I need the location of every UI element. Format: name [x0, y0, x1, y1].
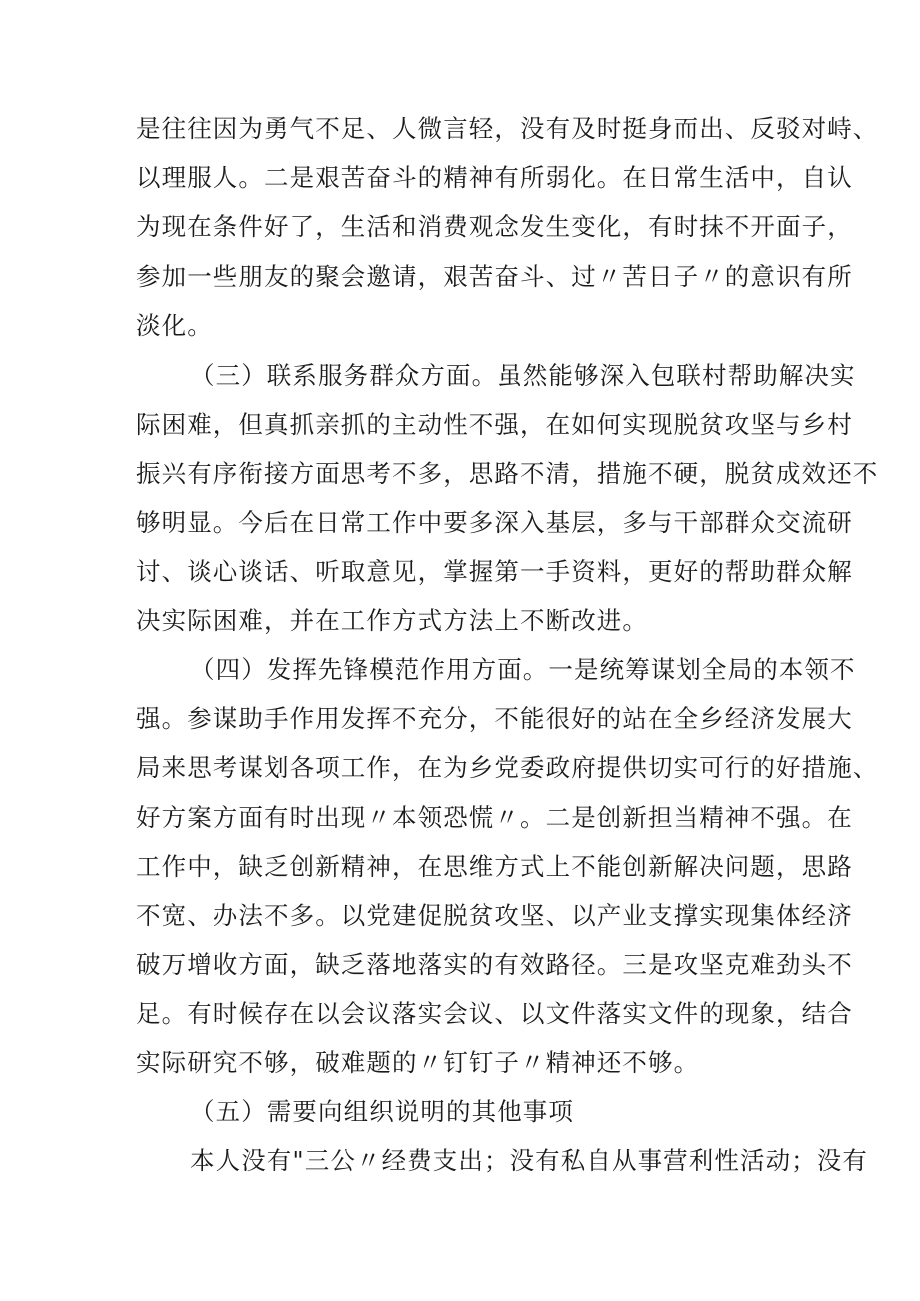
- text-line: 不宽、办法不多。以党建促脱贫攻坚、以产业支撑实现集体经济: [136, 901, 853, 930]
- text-line: 淡化。: [136, 311, 213, 340]
- text-line: 以理服人。二是艰苦奋斗的精神有所弱化。在日常生活中，自认: [136, 163, 853, 192]
- text-line: 局来思考谋划各项工作，在为乡党委政府提供切实可行的好措施、: [136, 753, 879, 782]
- section-heading-3: （三）联系服务群众方面。虽然能够深入包联村帮助解决实: [190, 361, 856, 390]
- text-line: 足。有时候存在以会议落实会议、以文件落实文件的现象，结合: [136, 999, 853, 1028]
- text-line: 破万增收方面，缺乏落地落实的有效路径。三是攻坚克难劲头不: [136, 950, 853, 979]
- text-line: 实际研究不够，破难题的〃钉钉子〃精神还不够。: [136, 1048, 700, 1077]
- section-heading-4: （四）发挥先锋模范作用方面。一是统筹谋划全局的本领不: [190, 655, 856, 684]
- text-line: 好方案方面有时出现〃本领恐慌〃。二是创新担当精神不强。在: [136, 803, 853, 832]
- text-line: 是往往因为勇气不足、人微言轻，没有及时挺身而出、反驳对峙、: [136, 114, 879, 143]
- text-line: 振兴有序衔接方面思考不多，思路不清，措施不硬，脱贫成效还不: [136, 459, 879, 488]
- text-line: 参加一些朋友的聚会邀请，艰苦奋斗、过〃苦日子〃的意识有所: [136, 262, 853, 291]
- text-line: 际困难，但真抓亲抓的主动性不强，在如何实现脱贫攻坚与乡村: [136, 410, 853, 439]
- section-heading-5: （五）需要向组织说明的其他事项: [190, 1097, 574, 1126]
- text-line: 够明显。今后在日常工作中要多深入基层，多与干部群众交流研: [136, 508, 853, 537]
- text-line: 强。参谋助手作用发挥不充分，不能很好的站在全乡经济发展大: [136, 704, 853, 733]
- text-line: 为现在条件好了，生活和消费观念发生变化，有时抹不开面子，: [136, 212, 853, 241]
- text-line: 决实际困难，并在工作方式方法上不断改进。: [136, 606, 648, 635]
- text-line: 本人没有"三公〃经费支出；没有私自从事营利性活动；没有: [190, 1146, 868, 1175]
- text-line: 讨、谈心谈话、听取意见，掌握第一手资料，更好的帮助群众解: [136, 557, 853, 586]
- text-line: 工作中，缺乏创新精神，在思维方式上不能创新解决问题，思路: [136, 852, 853, 881]
